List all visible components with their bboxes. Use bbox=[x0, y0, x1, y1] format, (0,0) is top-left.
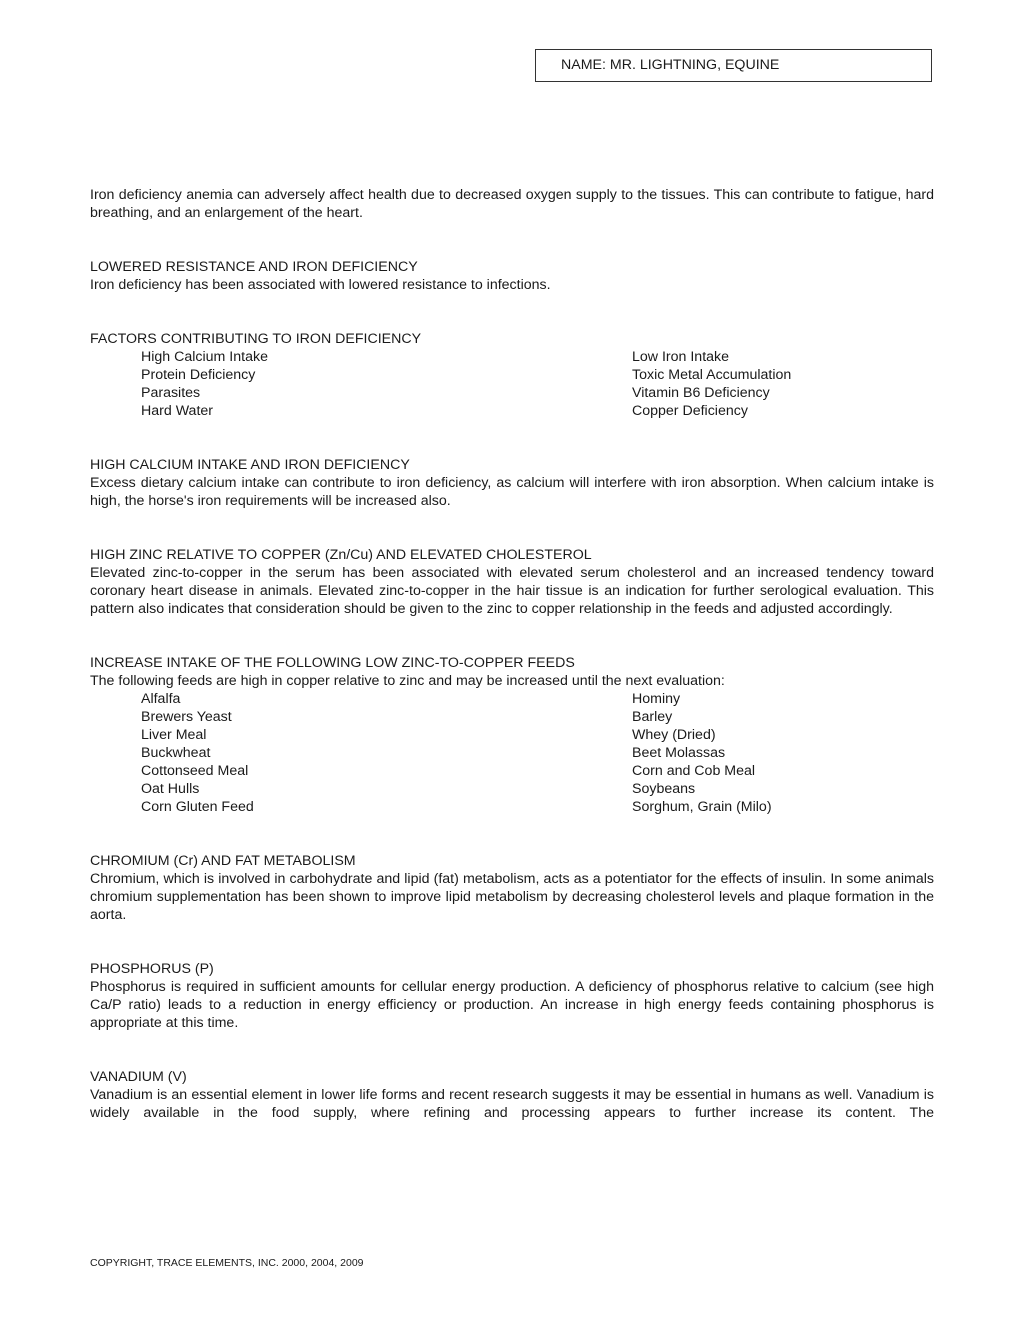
factors-list bbox=[90, 348, 934, 420]
list-item: Brewers Yeast bbox=[141, 709, 232, 725]
list-item: Toxic Metal Accumulation bbox=[632, 367, 792, 383]
list-item: Liver Meal bbox=[141, 727, 207, 743]
section-chromium bbox=[90, 852, 934, 924]
list-item: Oat Hulls bbox=[141, 781, 200, 797]
list-item: Parasites bbox=[141, 385, 201, 401]
list-item: Corn and Cob Meal bbox=[632, 763, 756, 779]
section-factors bbox=[90, 330, 934, 420]
intro-paragraph: Iron deficiency anemia can adversely affect health due to decreased oxygen supply to the tissues. This can contribute to fatigue, hard breathing, and an enlargement of the heart. bbox=[90, 187, 934, 221]
section-heading: VANADIUM (V) bbox=[90, 1069, 187, 1085]
list-item: Hominy bbox=[632, 691, 681, 707]
section-body: Excess dietary calcium intake can contribute to iron deficiency, as calcium will interfere with iron absorption. When calcium intake is high, the horse's iron requirements will be increased also. bbox=[90, 475, 934, 509]
list-item: Corn Gluten Feed bbox=[141, 799, 254, 815]
section-body: Elevated zinc-to-copper in the serum has been associated with elevated serum cholesterol and an increased tendency toward coronary heart disease in animals. Elevated zinc-to-copper in the hair tissue is an indication for further serological evaluation. This pattern also indicates that consideration should be given to the zinc to copper relationship in the feeds and adjusted accordingly. bbox=[90, 565, 934, 617]
section-heading: CHROMIUM (Cr) AND FAT METABOLISM bbox=[90, 853, 356, 869]
list-item: Barley bbox=[632, 709, 673, 725]
section-body: Phosphorus is required in sufficient amounts for cellular energy production. A deficiency of phosphorus relative to calcium (see high Ca/P ratio) leads to a reduction in energy efficiency or production. An increase in high energy feeds containing phosphorus is appropriate at this time. bbox=[90, 979, 934, 1031]
section-body: Iron deficiency has been associated with lowered resistance to infections. bbox=[90, 277, 551, 293]
section-body: Vanadium is an essential element in lower life forms and recent research suggests it may be essential in humans as well. Vanadium is widely available in the food supply, where refining and processing appears to further increase its content. The bbox=[90, 1087, 934, 1121]
feeds-left-column bbox=[90, 690, 632, 816]
section-heading: FACTORS CONTRIBUTING TO IRON DEFICIENCY bbox=[90, 331, 422, 347]
factors-right-column bbox=[632, 348, 934, 420]
section-lowered-resistance bbox=[90, 258, 934, 294]
list-item: High Calcium Intake bbox=[141, 349, 268, 365]
section-high-calcium bbox=[90, 456, 934, 510]
list-item: Protein Deficiency bbox=[141, 367, 256, 383]
section-vanadium bbox=[90, 1068, 934, 1122]
section-body: Chromium, which is involved in carbohydrate and lipid (fat) metabolism, acts as a potentiator for the effects of insulin. In some animals chromium supplementation has been shown to improve lipid metabolism by decreasing cholesterol levels and plaque formation in the aorta. bbox=[90, 871, 934, 923]
list-item: Low Iron Intake bbox=[632, 349, 730, 365]
list-item: Vitamin B6 Deficiency bbox=[632, 385, 770, 401]
list-item: Beet Molassas bbox=[632, 745, 726, 761]
section-feeds bbox=[90, 654, 934, 816]
section-heading: PHOSPHORUS (P) bbox=[90, 961, 214, 977]
section-high-zinc bbox=[90, 546, 934, 618]
list-item: Whey (Dried) bbox=[632, 727, 716, 743]
section-body: The following feeds are high in copper relative to zinc and may be increased until the next evaluation: bbox=[90, 673, 725, 689]
patient-name-box: NAME: MR. LIGHTNING, EQUINE bbox=[535, 49, 932, 82]
feeds-right-column bbox=[632, 690, 934, 816]
feeds-list bbox=[90, 690, 934, 816]
section-heading: INCREASE INTAKE OF THE FOLLOWING LOW ZINC-TO-COPPER FEEDS bbox=[90, 655, 575, 671]
list-item: Cottonseed Meal bbox=[141, 763, 249, 779]
list-item: Hard Water bbox=[141, 403, 214, 419]
list-item: Soybeans bbox=[632, 781, 696, 797]
list-item: Buckwheat bbox=[141, 745, 211, 761]
list-item: Copper Deficiency bbox=[632, 403, 748, 419]
list-item: Sorghum, Grain (Milo) bbox=[632, 799, 772, 815]
list-item: Alfalfa bbox=[141, 691, 181, 707]
section-phosphorus bbox=[90, 960, 934, 1032]
factors-left-column bbox=[90, 348, 632, 420]
copyright-footer: COPYRIGHT, TRACE ELEMENTS, INC. 2000, 2004, 2009 bbox=[90, 1257, 364, 1269]
section-heading: LOWERED RESISTANCE AND IRON DEFICIENCY bbox=[90, 259, 418, 275]
section-heading: HIGH CALCIUM INTAKE AND IRON DEFICIENCY bbox=[90, 457, 410, 473]
section-heading: HIGH ZINC RELATIVE TO COPPER (Zn/Cu) AND ELEVATED CHOLESTEROL bbox=[90, 547, 592, 563]
report-body bbox=[90, 186, 934, 1122]
